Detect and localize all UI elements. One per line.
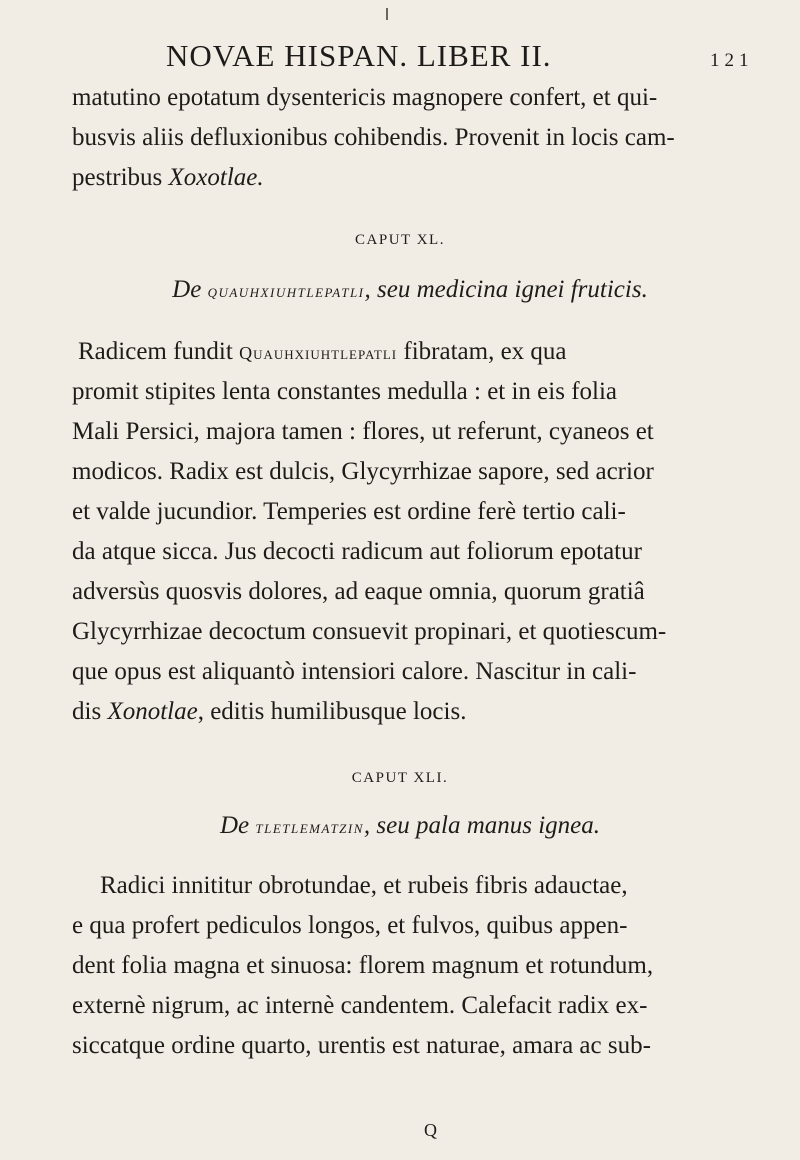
chapter-41-line-3: dent folia magna et sinuosa: florem magnum et rotundum, (72, 952, 654, 979)
chapter-40-line-5: et valde jucundior. Temperies est ordine ferè tertio cali- (72, 498, 626, 525)
chapter-41-title-name: tletlematzin (255, 817, 364, 837)
chapter-41-title-prefix: De (219, 812, 250, 839)
chapter-41-line-1: Radici innititur obrotundae, et rubeis fibris adauctae, (100, 872, 628, 899)
chapter-41-title (70, 812, 750, 840)
intro-line-1: matutino epotatum dysentericis magnopere confert, et qui- (72, 84, 658, 111)
chapter-41-heading: CAPUT XLI. (351, 770, 449, 786)
chapter-40-line-7: adversùs quosvis dolores, ad eaque omnia, quorum gratiâ (72, 578, 645, 605)
running-header (0, 38, 800, 78)
chapter-40-line-6: da atque sicca. Jus decocti radicum aut foliorum epotatur (72, 538, 642, 565)
running-title: NOVAE HISPAN. LIBER II. (166, 38, 552, 73)
chapter-40-line-2: promit stipites lenta constantes medulla : et in eis folia (72, 378, 618, 405)
chapter-40-line-10-end: , editis humilibusque locis. (197, 698, 467, 725)
chapter-41-line-4: externè nigrum, ac internè candentem. Calefacit radix ex- (72, 992, 648, 1019)
chapter-40-place: Xonotlae (107, 698, 198, 725)
chapter-40-line-8: Glycyrrhizae decoctum consuevit propinari, et quotiescum- (72, 618, 667, 645)
chapter-40-line-10-start: dis (72, 698, 102, 725)
chapter-40-title-suffix: , seu medicina ignei fruticis. (364, 276, 648, 303)
intro-line-3 (72, 164, 732, 192)
intro-place: Xoxotlae. (168, 164, 264, 191)
chapter-40-line-10 (72, 698, 732, 726)
chapter-40-title (70, 276, 750, 304)
chapter-40-title-prefix: De (172, 276, 202, 303)
chapter-40-line-3: Mali Persici, majora tamen : flores, ut referunt, cyaneos et (72, 418, 654, 445)
intro-line-2: busvis aliis defluxionibus cohibendis. Provenit in locis cam- (72, 124, 675, 151)
intro-line-3-text: pestribus (72, 164, 163, 191)
chapter-40-plant-name: Quauhxiuhtlepatli (239, 343, 398, 363)
page-number: 121 (710, 50, 754, 71)
chapter-40-line-1-end: fibratam, ex qua (403, 338, 567, 365)
chapter-41-title-suffix: , seu pala manus ignea. (363, 812, 601, 839)
chapter-40-line-9: que opus est aliquantò intensiori calore. Nascitur in cali- (72, 658, 637, 685)
printer-mark (386, 8, 388, 20)
chapter-41-line-5: siccatque ordine quarto, urentis est naturae, amara ac sub- (72, 1032, 651, 1059)
chapter-40-line-1-start: Radicem fundit (78, 338, 233, 365)
catchword: Q (424, 1120, 437, 1140)
chapter-40-heading: CAPUT XL. (355, 232, 445, 248)
chapter-40-line-4: modicos. Radix est dulcis, Glycyrrhizae sapore, sed acrior (72, 458, 654, 485)
chapter-41-line-2: e qua profert pediculos longos, et fulvos, quibus appen- (72, 912, 628, 939)
chapter-40-line-1 (78, 338, 738, 366)
chapter-40-title-name: quauhxiuhtlepatli (207, 281, 365, 301)
